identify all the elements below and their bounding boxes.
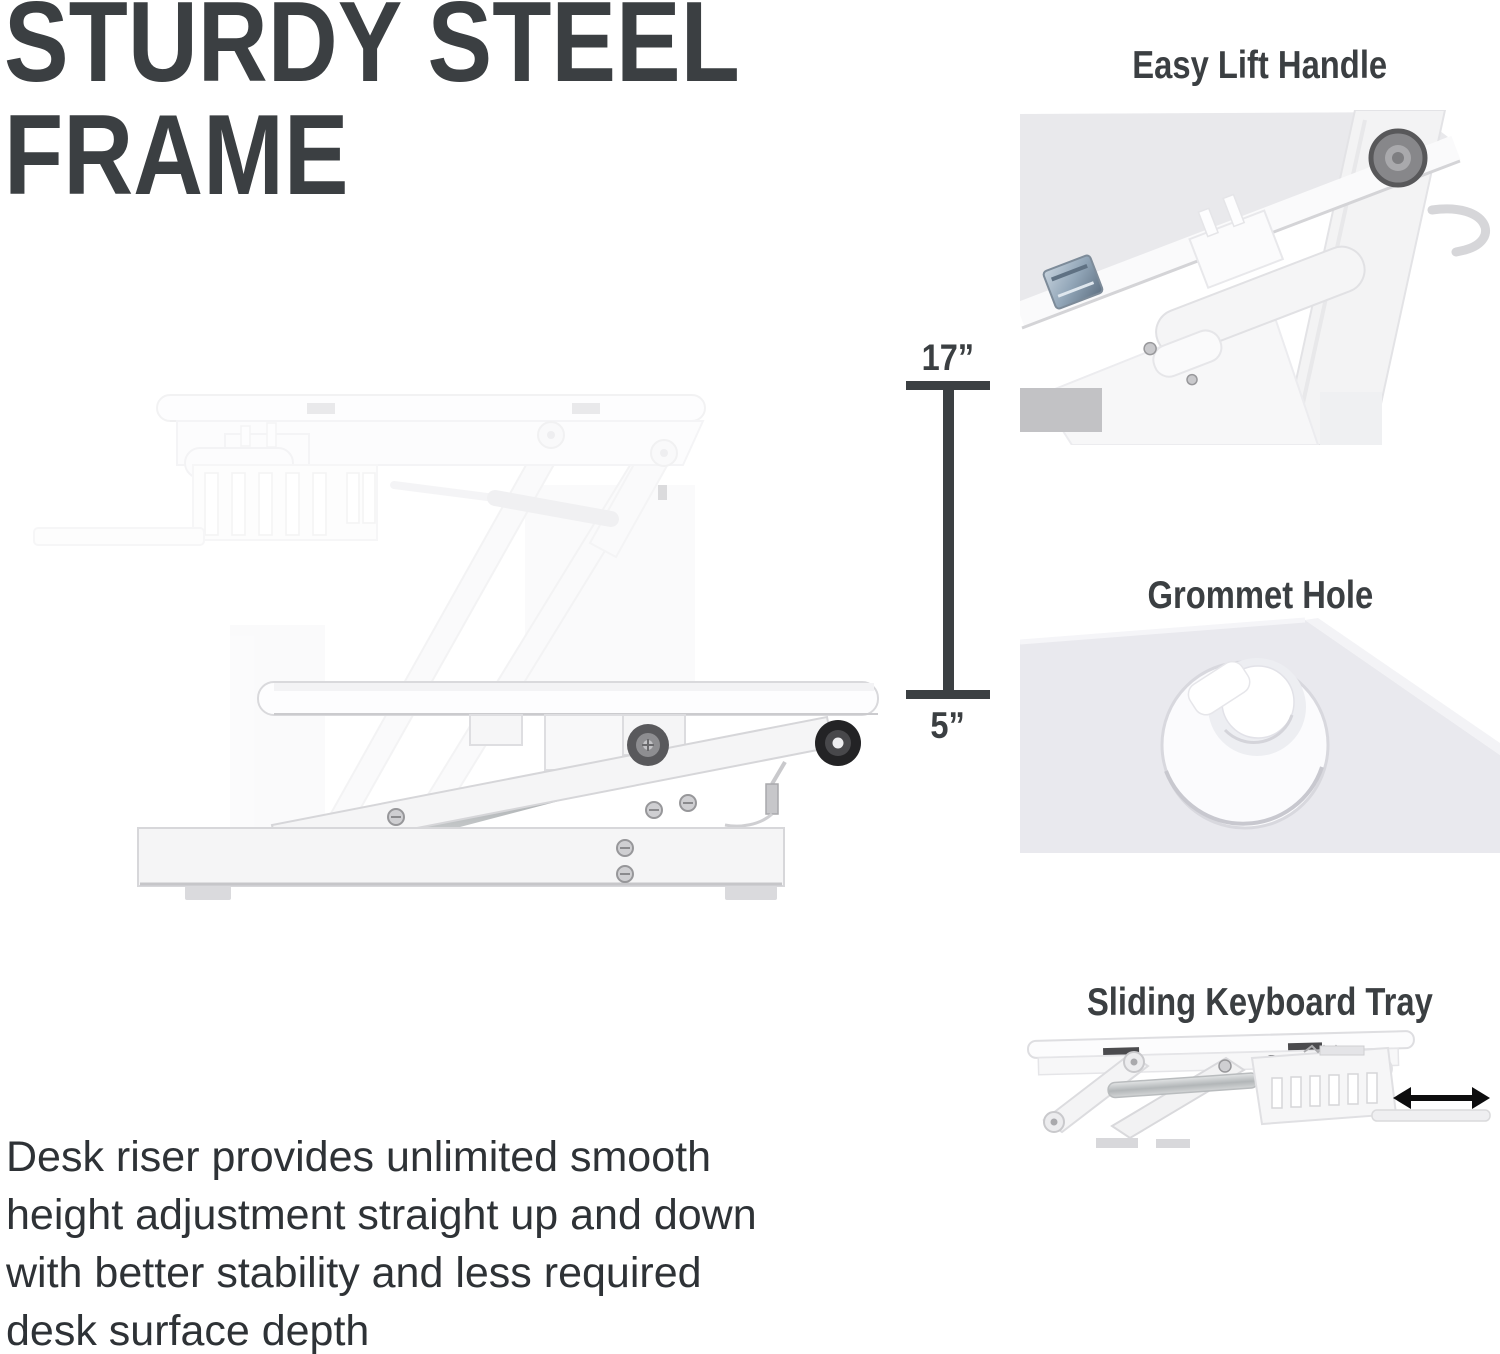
roller-wheel bbox=[815, 720, 861, 766]
release-clip bbox=[658, 485, 667, 500]
top-work-surface bbox=[157, 395, 705, 421]
callout-label-sliding-keyboard-tray: Sliding Keyboard Tray bbox=[1087, 981, 1433, 1024]
screw bbox=[617, 866, 633, 882]
screw bbox=[1219, 1060, 1231, 1072]
glide-rail-edge bbox=[1020, 388, 1102, 432]
screw bbox=[617, 840, 633, 856]
keyboard-tray-slab bbox=[1372, 1110, 1490, 1121]
base-foot bbox=[1156, 1139, 1190, 1148]
spring-fitting bbox=[725, 762, 785, 826]
slide-direction-arrow-icon bbox=[1393, 1087, 1490, 1109]
easy-lift-handle-photo bbox=[1020, 110, 1500, 445]
lower-column bbox=[1320, 392, 1382, 445]
base-foot bbox=[1096, 1138, 1138, 1148]
desk-riser-side-view-photo bbox=[25, 370, 905, 930]
mount-bracket bbox=[470, 715, 522, 745]
dimension-bottom-cap bbox=[906, 690, 990, 699]
spring-housing bbox=[1320, 1046, 1364, 1055]
screw bbox=[680, 795, 696, 811]
surface-vent bbox=[1288, 1042, 1322, 1050]
dimension-top-label: 17” bbox=[921, 337, 975, 378]
pivot-bolt bbox=[627, 724, 669, 766]
dimension-bottom-label: 5” bbox=[930, 705, 966, 746]
callout-label-grommet-hole: Grommet Hole bbox=[1147, 574, 1373, 617]
dimension-stem bbox=[943, 390, 954, 690]
pivot-joint bbox=[1044, 1112, 1064, 1132]
callout-label-easy-lift-handle: Easy Lift Handle bbox=[1132, 44, 1388, 87]
surface-vent bbox=[572, 403, 600, 414]
dimension-top-cap bbox=[906, 381, 990, 390]
base-foot bbox=[185, 886, 231, 900]
product-description: Desk riser provides unlimited smooth height adjustment straight up and down with better stability and less required desk surface depth bbox=[6, 1133, 757, 1354]
screw bbox=[388, 809, 404, 825]
base-foot bbox=[725, 886, 777, 900]
sliding-keyboard-tray-photo bbox=[1020, 1022, 1500, 1154]
power-cable bbox=[1432, 209, 1486, 252]
screw bbox=[646, 802, 662, 818]
gas-spring-rod bbox=[394, 485, 495, 498]
page-title bbox=[4, 0, 740, 219]
keyboard-tray-ghost bbox=[34, 528, 204, 545]
metal-knob bbox=[1371, 131, 1425, 185]
pivot-joint bbox=[1124, 1052, 1144, 1072]
grommet-hole-photo bbox=[1020, 615, 1500, 865]
surface-vent bbox=[307, 403, 335, 414]
base-frame bbox=[138, 828, 784, 886]
page-title-line1: STURDY STEEL bbox=[4, 0, 740, 106]
page-title-line2: FRAME bbox=[4, 92, 349, 219]
height-dimension-marker bbox=[893, 338, 1003, 746]
